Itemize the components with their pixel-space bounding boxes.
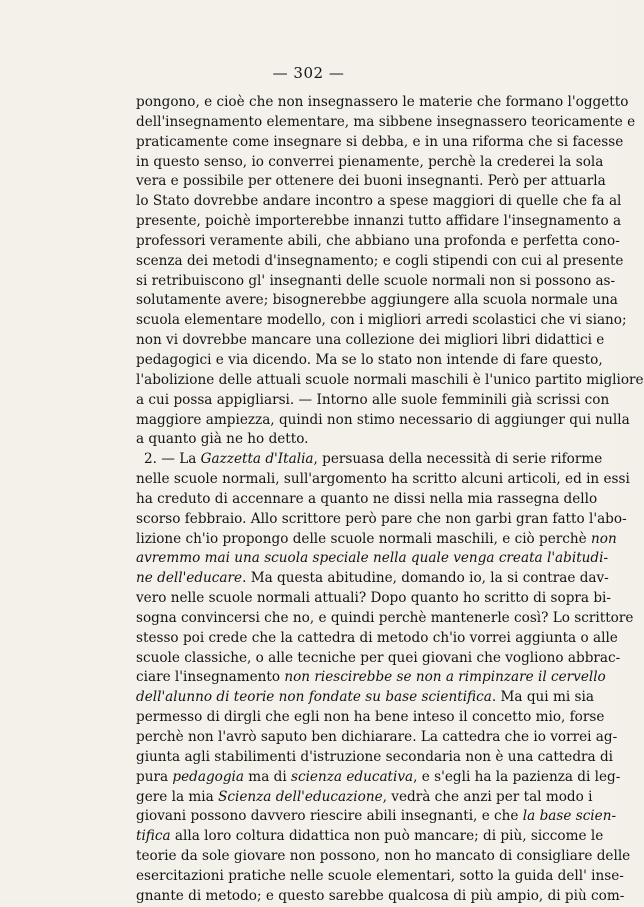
italic-text: Gazzetta d'Italia: [200, 451, 314, 468]
text-segment: pura: [136, 768, 173, 785]
text-line: [136, 331, 605, 351]
text-segment: perchè non l'avrò saputo ben dichiarare. La cattedra che io vorrei ag-: [136, 729, 618, 745]
text-segment: scorso febbraio. Allo scrittore però pare che non garbi gran fatto l'abo-: [136, 510, 627, 527]
text-line: [136, 291, 618, 311]
text-segment: maggiore ampiezza, quindi non stimo necessario di aggiunger qui nulla: [136, 411, 630, 428]
text-segment: professori veramente abili, che abbiano una profonda e perfetta cono-: [136, 232, 620, 249]
text-line: [136, 708, 605, 728]
italic-text: pedagogia: [172, 768, 244, 785]
text-line: [136, 589, 611, 609]
text-segment: , e s'egli ha la pazienza di leg-: [413, 768, 621, 785]
text-line: [136, 649, 621, 669]
text-segment: non vi dovrebbe mancare una collezione dei migliori libri didattici e: [136, 332, 605, 349]
text-segment: . Ma questa abitudine, domando io, la si contrae dav-: [242, 570, 609, 587]
text-line: [136, 688, 594, 708]
italic-text: Scienza dell'educazione: [218, 788, 383, 805]
text-segment: vera e possibile per ottenere dei buoni insegnanti. Però per attuarla: [136, 173, 606, 190]
text-segment: esercitazioni pratiche nelle scuole elementari, sotto la guida dell' inse-: [136, 867, 624, 884]
text-segment: ha creduto di accennare a quanto ne dissi nella mia rassegna dello: [136, 490, 598, 507]
text-line: [136, 530, 617, 550]
text-line: [136, 411, 630, 431]
text-line: [136, 351, 603, 371]
text-line: [136, 549, 609, 569]
text-line: [136, 788, 593, 808]
text-line: [136, 510, 627, 530]
text-line: [136, 668, 606, 688]
text-segment: ma di: [243, 768, 291, 785]
text-line: [136, 450, 603, 470]
italic-text: non: [591, 530, 617, 547]
text-line: [136, 490, 598, 510]
text-segment: gnante di metodo; e questo sarebbe qualcosa di più ampio, di più com-: [136, 887, 625, 904]
text-line: [136, 470, 630, 490]
text-segment: a quanto già ne ho detto.: [136, 431, 309, 448]
text-line: [136, 133, 624, 153]
text-line: [136, 391, 610, 411]
text-segment: scenza dei metodi d'insegnamento; e cogli stipendi con cui al presente: [136, 252, 624, 269]
text-line: [136, 430, 557, 450]
text-line: [136, 252, 624, 272]
italic-text: avremmo mai una scuola speciale nella quale venga creata l'abitudi-: [136, 550, 609, 567]
text-segment: presente, poichè importerebbe innanzi tutto affidare l'insegnamento a: [136, 213, 622, 230]
italic-text: la base scien-: [522, 808, 617, 825]
text-segment: lo Stato dovrebbe andare incontro a spese maggiori di quelle che fa al: [136, 193, 622, 210]
text-line: [136, 867, 624, 887]
text-segment: , persuasa della necessità di serie riforme: [313, 451, 603, 468]
text-line: [136, 768, 621, 788]
text-line: [136, 807, 617, 827]
text-line: [136, 827, 604, 847]
text-segment: stesso poi crede che la cattedra di metodo ch'io vorrei aggiunta o alle: [136, 629, 618, 646]
text-segment: lizione ch'io propongo delle scuole normali maschili, e ciò perchè: [136, 530, 592, 547]
text-segment: sogna convincersi che no, e quindi perchè mantenerle così? Lo scrittore: [136, 609, 634, 626]
text-segment: in questo senso, io converrei pienamente, perchè la crederei la sola: [136, 153, 604, 170]
text-line: [136, 609, 634, 629]
text-segment: vero nelle scuole normali attuali? Dopo quanto ho scritto di sopra bi-: [136, 590, 611, 607]
text-segment: . Ma qui mi sia: [491, 689, 594, 706]
text-line: [136, 569, 609, 589]
text-segment: pongono, e cioè che non insegnassero le materie che formano l'oggetto: [136, 94, 629, 110]
text-segment: , vedrà che anzi per tal modo i: [382, 788, 593, 805]
text-line: [136, 113, 636, 133]
text-line: [136, 232, 620, 252]
text-segment: scuole classiche, o alle tecniche per quei giovani che vogliono abbrac-: [136, 649, 621, 666]
body-text: [136, 93, 644, 907]
text-segment: gere la mia: [136, 788, 219, 805]
text-line: [136, 887, 625, 907]
italic-text: non riescirebbe se non a rimpinzare il cervello: [284, 669, 606, 686]
text-line: [136, 847, 631, 867]
text-segment: a cui possa appigliarsi. — Intorno alle suole femminili già scrissi con: [136, 391, 610, 408]
text-segment: l'abolizione delle attuali scuole normali maschili è l'unico partito migliore: [136, 371, 644, 388]
italic-text: scienza educativa: [291, 768, 414, 785]
text-segment: dell'insegnamento elementare, ma sibbene insegnassero teoricamente e: [136, 113, 636, 130]
text-line: [136, 748, 614, 768]
italic-text: dell'alunno di teorie non fondate su base scientifica: [136, 689, 492, 706]
italic-text: tifica: [136, 828, 171, 845]
text-segment: giovani possono davvero riescire abili insegnanti, e che: [136, 808, 523, 825]
text-segment: nelle scuole normali, sull'argomento ha scritto alcuni articoli, ed in essi: [136, 471, 630, 488]
text-line: [136, 629, 618, 649]
text-line: [136, 311, 627, 331]
text-segment: alla loro coltura didattica non può mancare; di più, siccome le: [170, 828, 604, 845]
text-line: [136, 728, 618, 748]
text-line: [136, 172, 606, 192]
page-number: — 302 —: [272, 64, 345, 82]
text-segment: si retribuiscono gl' insegnanti delle scuole normali non si possono as-: [136, 272, 616, 289]
text-segment: giunta agli stabilimenti d'istruzione secondaria non è una cattedra di: [136, 748, 614, 765]
text-segment: teorie da sole giovare non possono, non ho mancato di consigliare delle: [136, 848, 631, 865]
text-line: [136, 192, 622, 212]
text-segment: scuola elementare modello, con i migliori arredi scolastici che vi siano;: [136, 312, 627, 329]
text-segment: pedagogici e via dicendo. Ma se lo stato non intende di fare questo,: [136, 351, 603, 368]
text-line: [136, 272, 616, 292]
text-segment: praticamente come insegnare si debba, e in una riforma che si facesse: [136, 133, 624, 150]
text-segment: permesso di dirgli che egli non ha bene inteso il concetto mio, forse: [136, 709, 605, 726]
text-segment: solutamente avere; bisognerebbe aggiungere alla scuola normale una: [136, 292, 618, 309]
text-line: [136, 212, 622, 232]
text-segment: 2. — La: [144, 451, 201, 468]
italic-text: ne dell'educare: [136, 570, 243, 587]
text-line: [136, 371, 644, 391]
text-segment: ciare l'insegnamento: [136, 669, 285, 686]
text-line: [136, 153, 604, 173]
text-line: [136, 93, 629, 113]
